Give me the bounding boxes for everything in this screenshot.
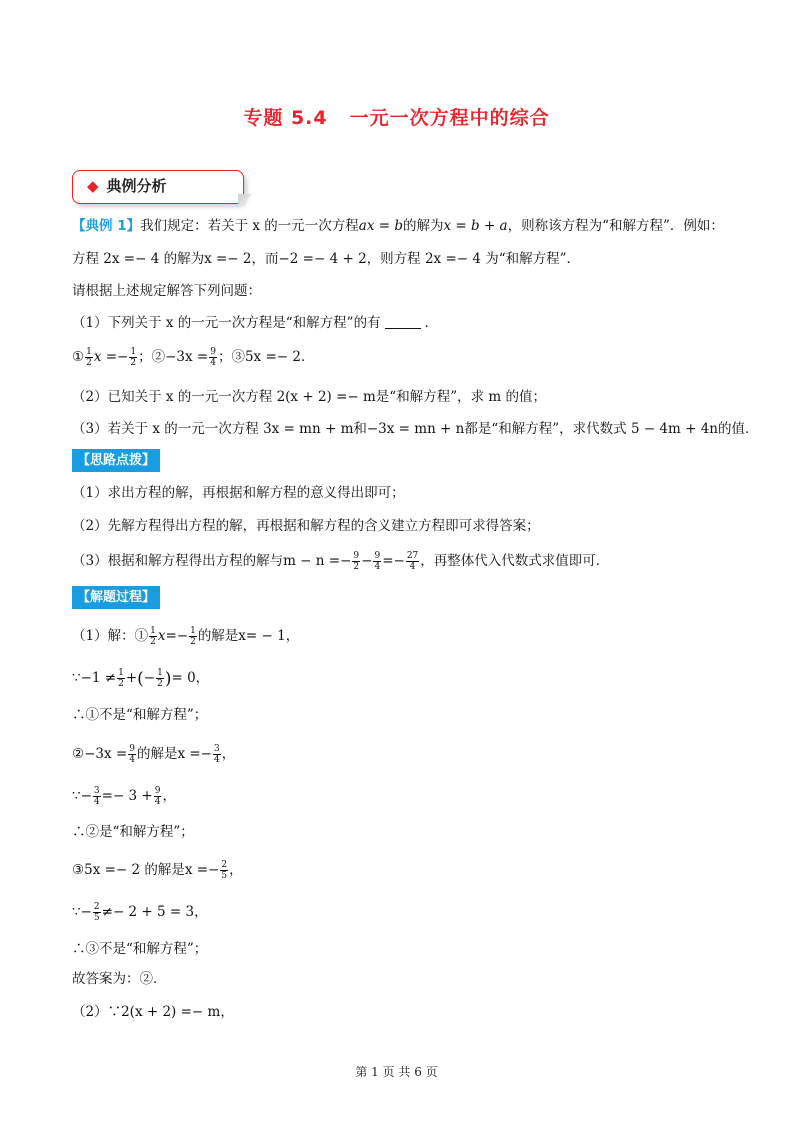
fraction — [129, 347, 137, 368]
fraction — [220, 860, 228, 881]
text: ③5x =− 2 的解是x =− — [72, 862, 220, 878]
solution-badge: 【解题过程】 — [72, 586, 160, 609]
text: ， — [221, 746, 236, 762]
fraction — [213, 744, 221, 765]
text: ． — [424, 315, 439, 331]
text: ∵− — [72, 788, 92, 804]
fraction — [373, 551, 381, 572]
page-title — [0, 103, 793, 130]
denominator: 4 — [129, 755, 135, 765]
text: 的解为 — [403, 218, 444, 234]
text: ∵− — [72, 904, 92, 920]
text: 的解是x =− — [136, 746, 212, 762]
fraction — [117, 668, 125, 689]
numerator: 27 — [406, 551, 419, 561]
solution-step-7 — [72, 860, 243, 881]
numerator: 3 — [93, 786, 100, 796]
text: =− 3 + — [101, 788, 153, 804]
fraction — [128, 744, 136, 765]
answer-blank — [385, 314, 421, 329]
numerator: 9 — [129, 744, 135, 754]
fraction — [85, 347, 93, 368]
text: （1）下列关于 x 的一元一次方程是“和解方程”的有 — [72, 315, 381, 331]
denominator: 4 — [214, 755, 220, 765]
paren: ( — [137, 669, 144, 689]
text: = 0， — [171, 670, 210, 686]
text: ；③5x =− 2． — [217, 349, 315, 365]
text: ① — [72, 349, 85, 365]
fraction — [149, 626, 157, 647]
text: − — [143, 670, 156, 686]
fraction — [406, 551, 419, 572]
text: ≠− 2 + 5 = 3， — [101, 904, 208, 920]
text: ②−3x = — [72, 746, 128, 762]
hint-1: （1）求出方程的解，再根据和解方程的意义得出即可； — [72, 485, 405, 501]
diamond-icon: ◆ — [87, 177, 99, 195]
denominator: 4 — [374, 562, 381, 572]
question-1-options — [72, 347, 314, 368]
numerator: 2 — [93, 902, 100, 912]
text: ， — [229, 862, 243, 878]
text: + — [125, 670, 138, 686]
solution-part-2: （2）∵2(x + 2) =− m， — [72, 1004, 234, 1020]
denominator: 2 — [130, 358, 137, 368]
denominator: 4 — [93, 797, 100, 807]
math: x = b + a — [443, 218, 508, 234]
denominator: 4 — [210, 358, 216, 368]
numerator: 3 — [214, 744, 220, 754]
example-tag: 【典例 1】 — [72, 218, 141, 234]
solution-step-9: ∴③不是“和解方程”； — [72, 941, 208, 957]
math: x =− — [93, 349, 129, 365]
banner-label: 典例分析 — [106, 177, 167, 195]
page-footer: 第 1 页 共 6 页 — [355, 1065, 438, 1079]
solution-step-3: ∴①不是“和解方程”； — [72, 707, 208, 723]
text: ，则称该方程为“和解方程”．例如： — [507, 218, 724, 234]
text: − — [361, 553, 373, 569]
paren: ) — [164, 669, 172, 689]
question-1 — [72, 313, 438, 333]
fraction — [189, 626, 197, 647]
denominator: 5 — [93, 913, 100, 923]
fraction — [93, 902, 101, 923]
numerator: 9 — [353, 551, 360, 561]
numerator: 9 — [210, 347, 216, 357]
solution-step-5 — [72, 786, 176, 807]
fraction — [156, 668, 164, 689]
example-line3: 请根据上述规定解答下列问题： — [72, 283, 261, 299]
denominator: 2 — [150, 637, 156, 647]
numerator: 1 — [190, 626, 196, 636]
banner-shadow-tail — [238, 194, 252, 208]
math: ax = b — [358, 218, 403, 234]
math: x=− — [157, 628, 189, 644]
numerator: 1 — [130, 347, 137, 357]
solution-step-1 — [72, 626, 299, 647]
fraction — [93, 786, 101, 807]
solution-step-6: ∴②是“和解方程”； — [72, 824, 194, 840]
hint-2: （2）先解方程得出方程的解，再根据和解方程的含义建立方程即可求得答案； — [72, 518, 540, 534]
denominator: 2 — [157, 679, 163, 689]
numerator: 1 — [150, 626, 156, 636]
text: ；②−3x = — [138, 349, 209, 365]
text: =− — [382, 553, 405, 569]
question-2: （2）已知关于 x 的一元一次方程 2(x + 2) =− m是“和解方程”，求 m 的值； — [72, 389, 546, 405]
solution-step-2 — [72, 668, 209, 689]
text: 的解是x= − 1， — [197, 628, 300, 644]
text: ， — [162, 788, 176, 804]
solution-answer: 故答案为：②． — [72, 971, 167, 987]
numerator: 1 — [118, 668, 124, 678]
solution-step-8 — [72, 902, 208, 923]
denominator: 2 — [86, 358, 92, 368]
text: 我们规定：若关于 x 的一元一次方程 — [140, 218, 359, 234]
text: （1）解：① — [72, 628, 149, 644]
hint-3 — [72, 551, 609, 572]
denominator: 5 — [221, 871, 228, 881]
denominator: 2 — [190, 637, 196, 647]
example-line2: 方程 2x =− 4 的解为x =− 2，而−2 =− 4 + 2，则方程 2x =− 4 为“和解方程”． — [72, 251, 581, 267]
numerator: 9 — [374, 551, 381, 561]
fraction — [209, 347, 217, 368]
hint-badge: 【思路点拨】 — [72, 449, 160, 472]
text: （3）根据和解方程得出方程的解与m − n =− — [72, 553, 352, 569]
denominator: 2 — [353, 562, 360, 572]
title-prefix: 专题 5.4 — [243, 107, 328, 129]
numerator: 9 — [154, 786, 161, 796]
question-3: （3）若关于 x 的一元一次方程 3x = mn + m和−3x = mn + n都是“和解方程”，求代数式 5 − 4m + 4n的值． — [72, 421, 759, 437]
example-intro — [72, 216, 724, 236]
text: ，再整体代入代数式求值即可． — [420, 553, 610, 569]
numerator: 2 — [221, 860, 228, 870]
numerator: 1 — [86, 347, 92, 357]
section-banner — [72, 170, 244, 204]
fraction — [352, 551, 360, 572]
denominator: 2 — [118, 679, 124, 689]
fraction — [154, 786, 162, 807]
denominator: 4 — [154, 797, 161, 807]
solution-step-4 — [72, 744, 235, 765]
text: ∵−1 ≠ — [72, 670, 117, 686]
denominator: 4 — [409, 562, 416, 572]
numerator: 1 — [157, 668, 163, 678]
title-main: 一元一次方程中的综合 — [349, 107, 550, 129]
